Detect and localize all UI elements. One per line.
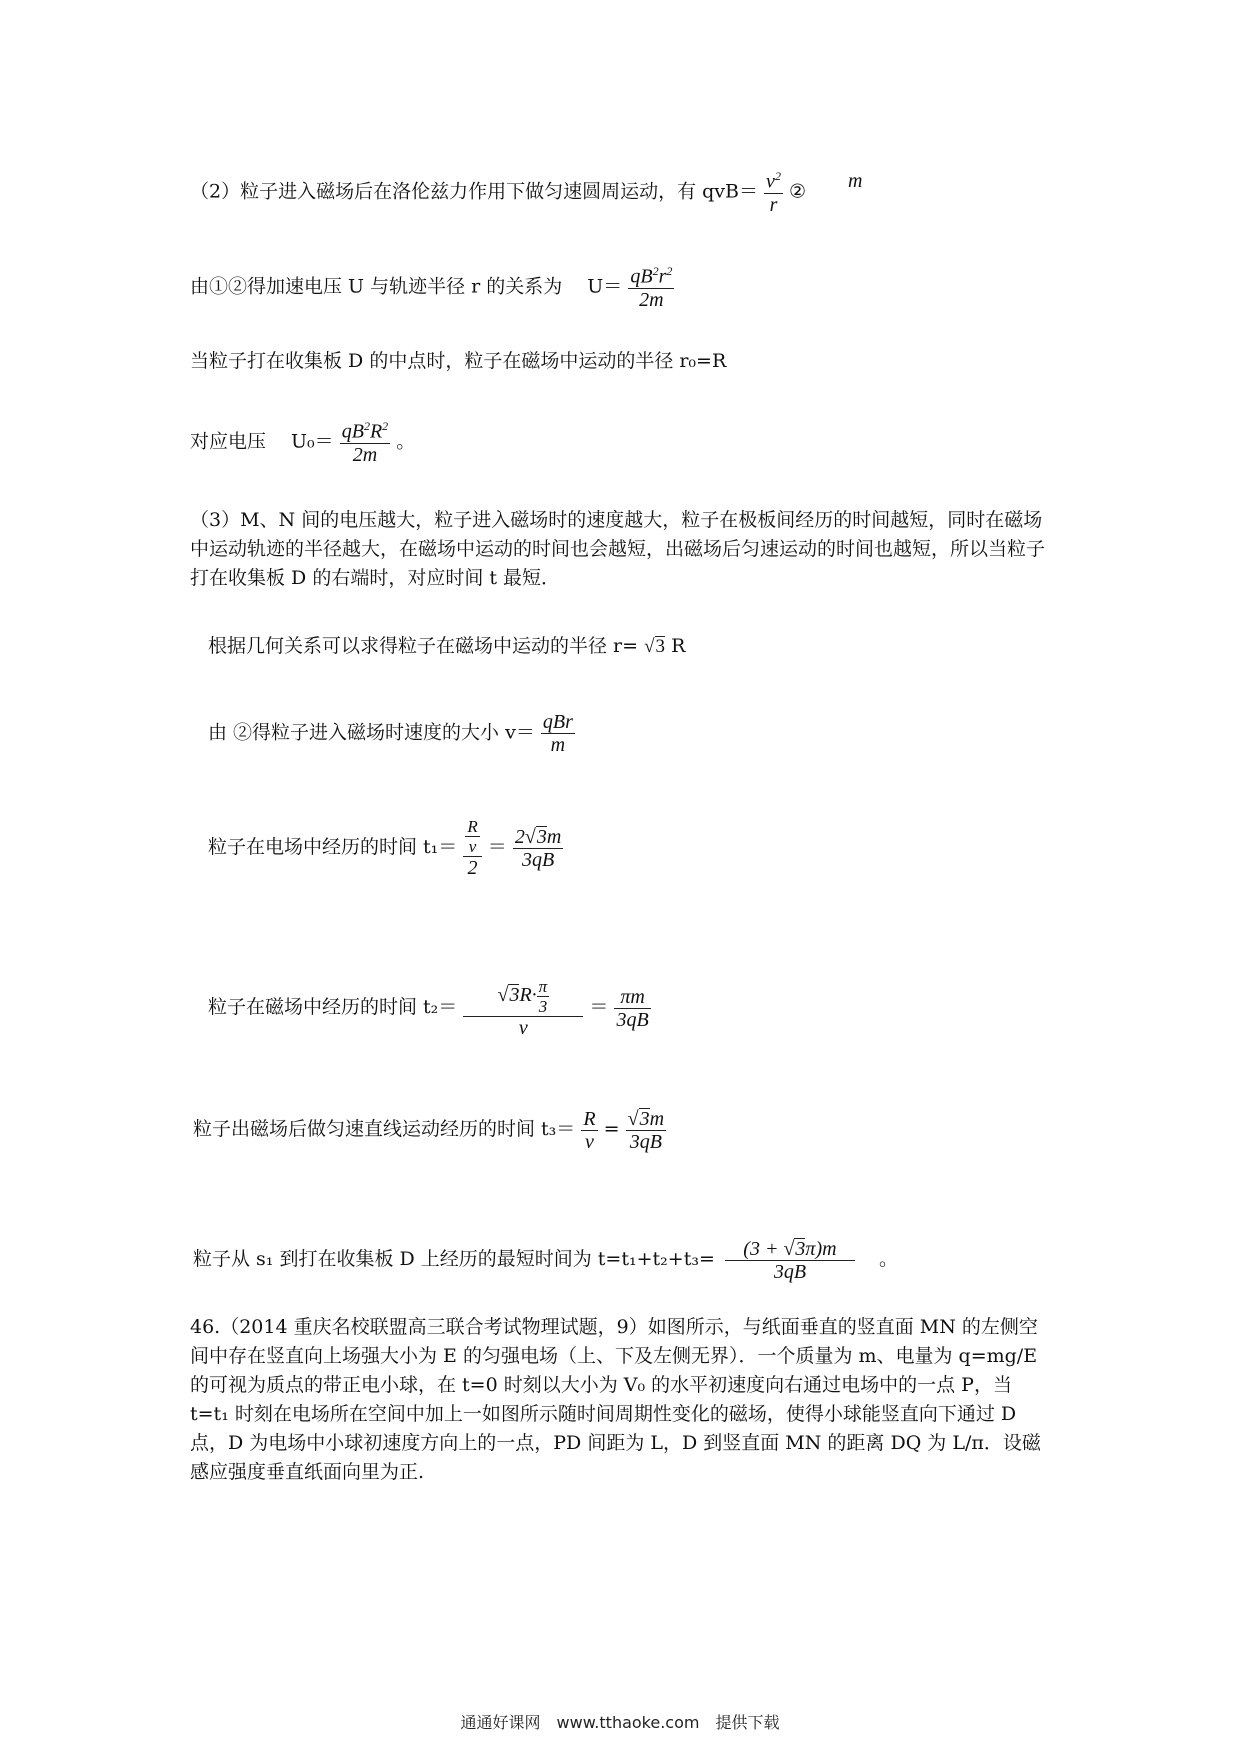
part2-line2-text: 由①②得加速电压 U 与轨迹半径 r 的关系为 U＝ (190, 275, 623, 298)
part2-line2 (190, 265, 674, 310)
page-footer: 通通好课网 www.tthaoke.com 提供下载 (460, 1713, 780, 1732)
part2-line4-text: 对应电压 U₀＝ (190, 430, 334, 453)
equals-sign: = (603, 1118, 620, 1140)
part3-speed-text: 由 ②得粒子进入磁场时速度的大小 v＝ (208, 721, 535, 744)
part2-line3: 当粒子打在收集板 D 的中点时，粒子在磁场中运动的半径 r₀=R (190, 350, 727, 372)
part3-speed-line (208, 712, 575, 755)
formula-t2-lhs: √3R· $\frac{\pi}{3}$ v (463, 978, 583, 1038)
part3-radius-text: 根据几何关系可以求得粒子在磁场中运动的半径 r= (208, 635, 639, 657)
formula-m-prefix: m (848, 170, 863, 192)
equals-sign: ＝ (589, 996, 609, 1018)
part3-paragraph: （3）M、N 间的电压越大，粒子进入磁场时的速度越大，粒子在极板间经历的时间越短，同时在磁场中运动轨迹的半径越大，在磁场中运动的时间也会越短，出磁场后匀速运动的时间也越短，所以当粒子打在收集板 D 的右端时，对应时间 t 最短． (190, 509, 1046, 589)
part3-radius-suffix: R (671, 635, 686, 657)
part3-t1-text: 粒子在电场中经历的时间 t₁＝ (208, 836, 458, 858)
part3-tmin-line (193, 1238, 898, 1282)
formula-t2-rhs: $\frac{\pi m}{3qB}$ (616, 985, 649, 1031)
formula-v: $\frac{\text{qBr}}{m}$ (542, 711, 573, 756)
part2-line4 (190, 420, 415, 465)
question-46-paragraph: 46.（2014 重庆名校联盟高三联合考试物理试题，9）如图所示，与纸面垂直的竖直面 MN 的左侧空间中存在竖直向上场强大小为 E 的匀强电场（上、下及左侧无界）．一个质量为 m、电量为 q=mg/E 的可视为质点的带正电小球，在 t=0 时刻以大小为 V₀ 的水平初速度向右通过电场中的一点 P，当 t=t₁ 时刻在电场所在空间中加上一如图所示随时间周期性变化的磁场，使得小球能竖直向下通过 D 点，D 为电场中小球初速度方向上的一点，PD 间距为 L，D 到竖直面 MN 的距离 DQ 为 L/π．设磁感应强度垂直纸面向里为正. (190, 1316, 1041, 1483)
part2-line1 (190, 170, 806, 215)
equals-sign: ＝ (487, 836, 507, 858)
part3-t1-line (208, 818, 563, 878)
formula-tmin: $\frac{(3 + √3\pi)m}{3qB}$ (725, 1238, 855, 1282)
part3-t3-text: 粒子出磁场后做匀速直线运动经历的时间 t₃＝ (193, 1118, 576, 1140)
formula-U0: $\frac{qB^2R^2}{2m}$ (341, 419, 389, 466)
formula-t1-lhs: $\frac{\frac{R}{v}}{2}$ (463, 818, 481, 878)
part3-t2-line (208, 978, 651, 1038)
formula-sqrt3: √3 (644, 636, 666, 657)
part3-tmin-suffix: 。 (878, 1248, 898, 1270)
formula-t3-lhs: $\frac{R}{v}$ (583, 1107, 596, 1153)
formula-mv2-over-r: $\frac{v^2}{r}$ (766, 169, 781, 216)
circled-2: ② (788, 180, 807, 203)
formula-U-of-r: $\frac{qB^2r^2}{2m}$ (630, 264, 673, 311)
part3-tmin-text: 粒子从 s₁ 到打在收集板 D 上经历的最短时间为 t=t₁+t₂+t₃= (193, 1248, 715, 1270)
part3-radius-line (208, 636, 685, 656)
formula-t3-rhs: $\frac{√3m}{3qB}$ (627, 1108, 665, 1153)
part3-t3-line (193, 1108, 666, 1152)
part2-line1-text: （2）粒子进入磁场后在洛伦兹力作用下做匀速圆周运动，有 qvB＝ (190, 180, 758, 203)
formula-t1-rhs: $\frac{2√3m}{3qB}$ (514, 826, 562, 871)
part3-t2-text: 粒子在磁场中经历的时间 t₂＝ (208, 996, 458, 1018)
part2-line4-suffix: 。 (396, 430, 416, 453)
